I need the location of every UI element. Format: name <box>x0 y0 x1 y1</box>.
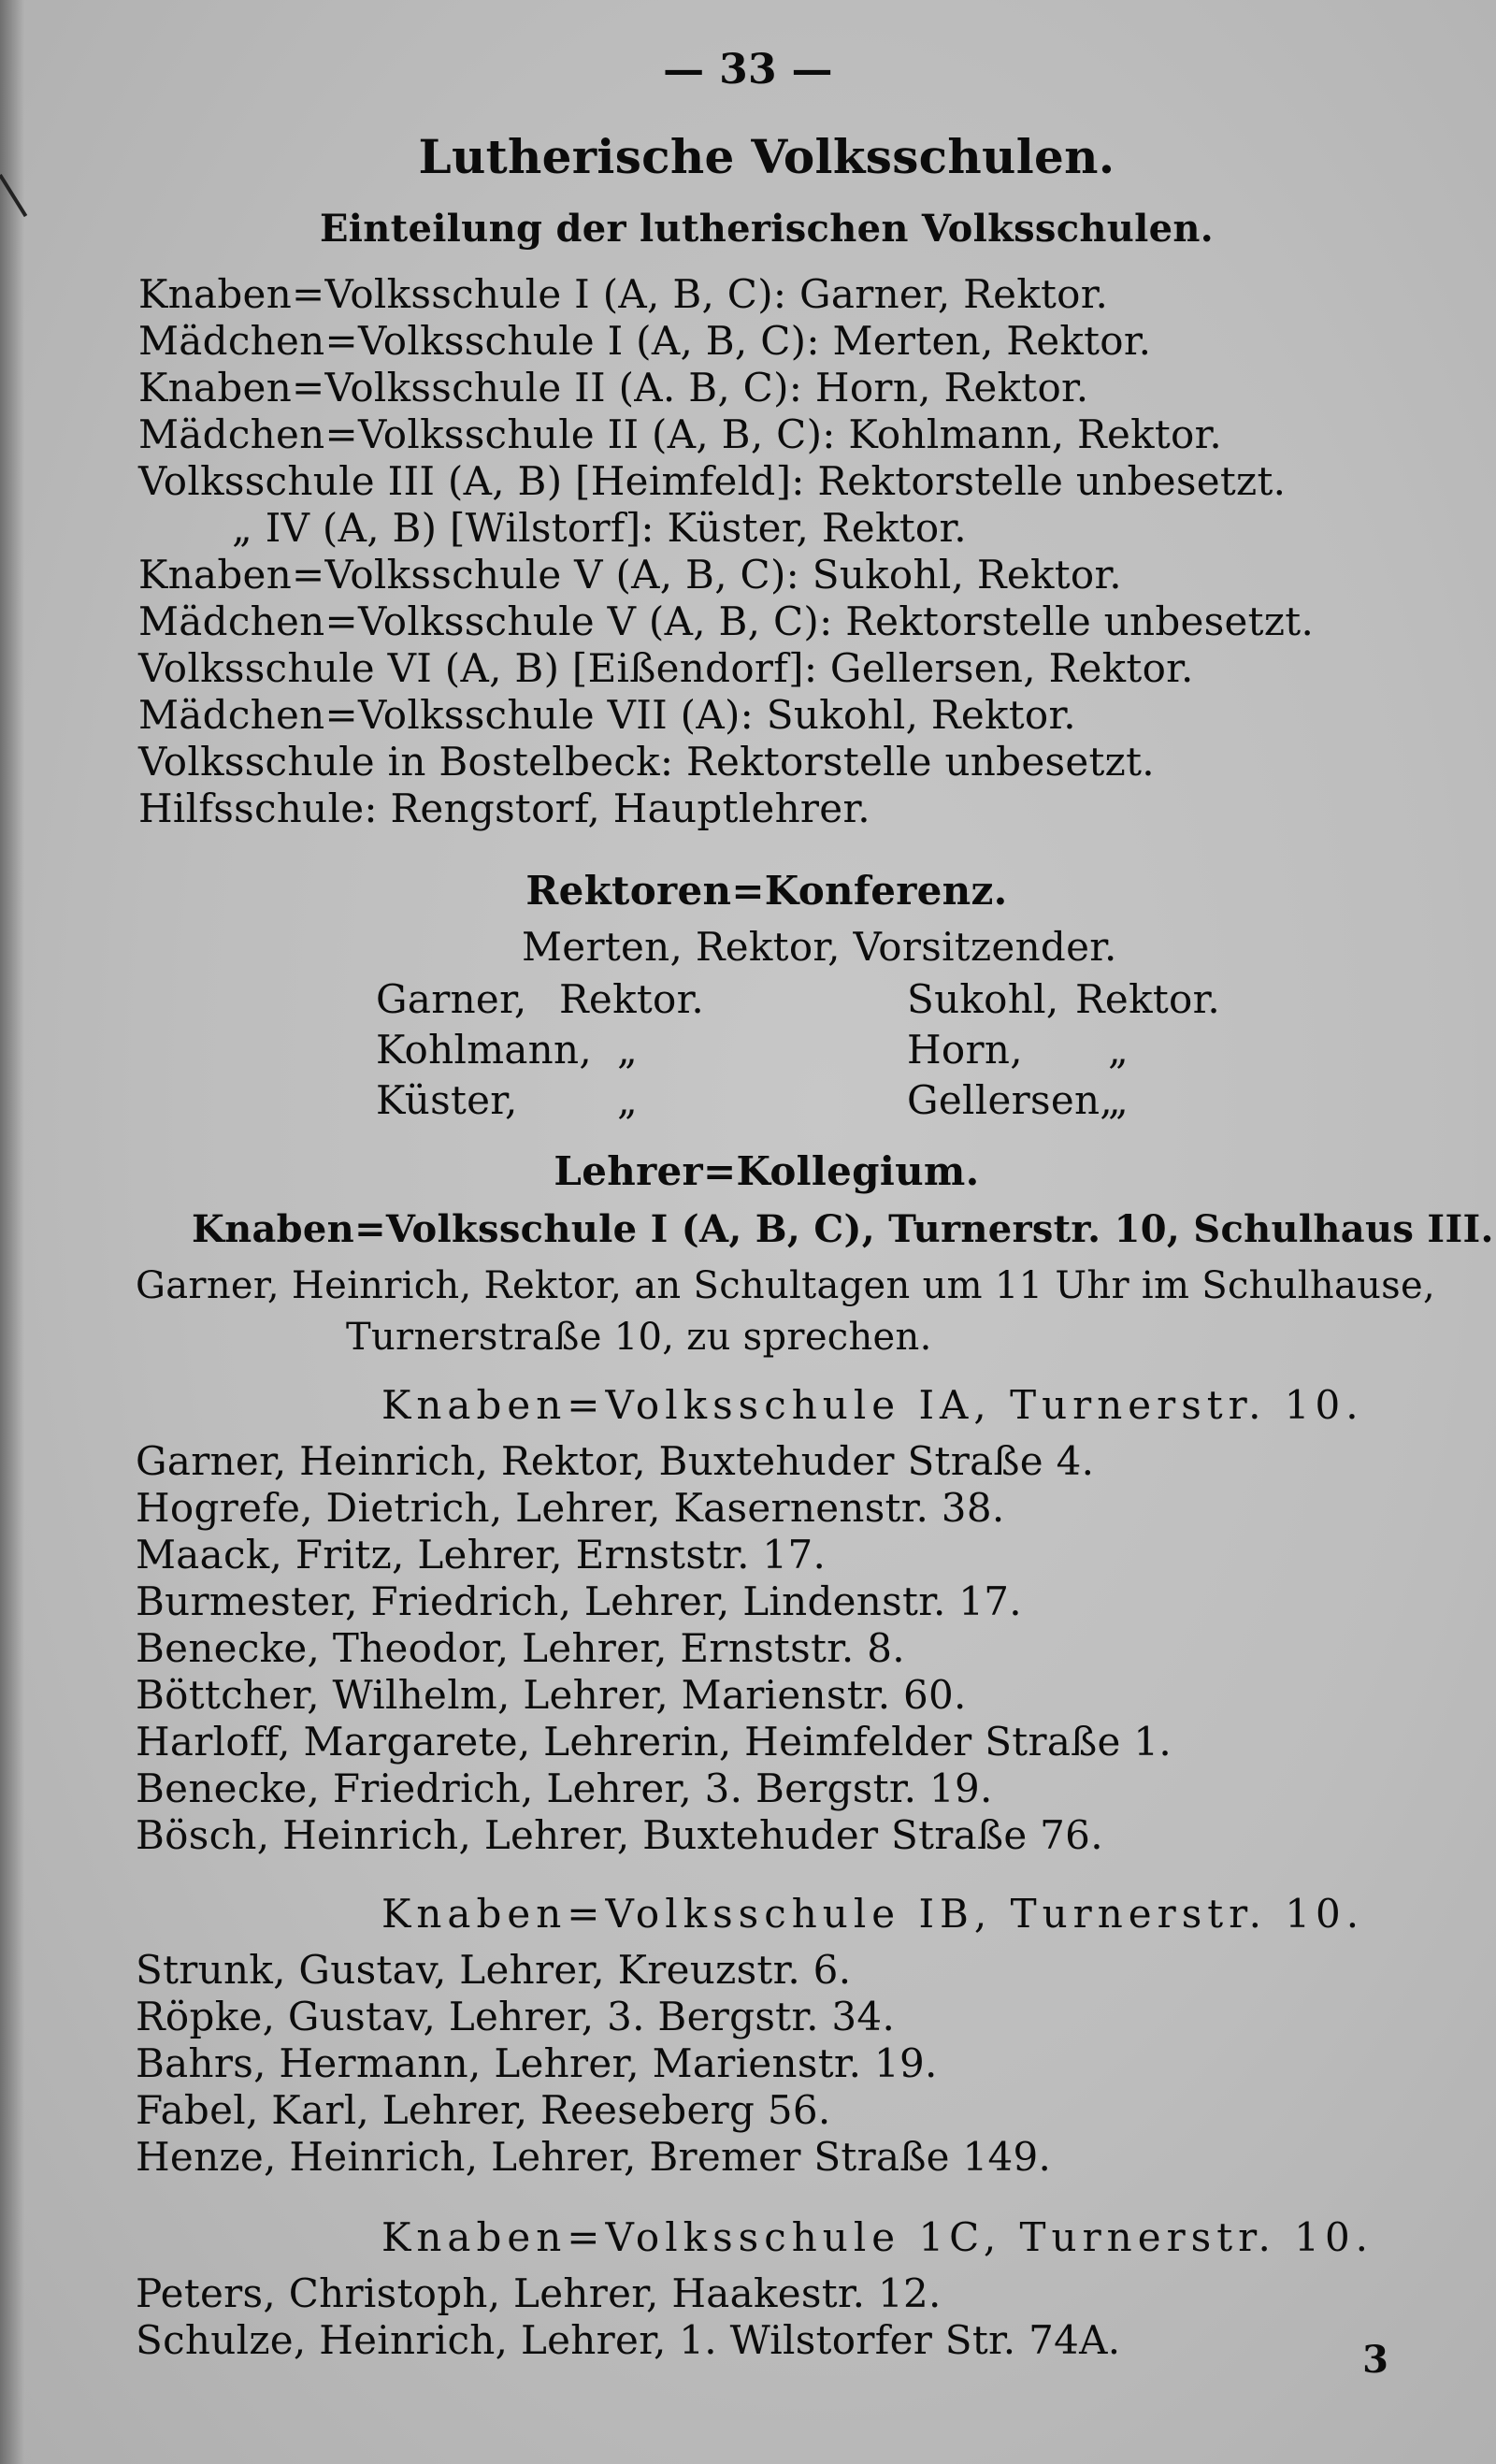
konferenz-member-role: Rektor. <box>1075 976 1221 1022</box>
einteilung-line: Volksschule in Bostelbeck: Rektorstelle unbesetzt. <box>138 739 1155 785</box>
konferenz-member-name: Kohlmann, <box>376 1027 593 1073</box>
teacher-entry: Peters, Christoph, Lehrer, Haakestr. 12. <box>136 2270 942 2316</box>
signature-mark: 3 <box>1362 2338 1388 2382</box>
einteilung-line: Mädchen=Volksschule I (A, B, C): Merten, Rektor. <box>138 318 1152 364</box>
teacher-entry: Fabel, Karl, Lehrer, Reeseberg 56. <box>136 2087 831 2133</box>
school-heading: Knaben=Volksschule I (A, B, C), Turnerstr. 10, Schulhaus III. <box>192 1207 1494 1251</box>
page-title: Lutherische Volksschulen. <box>418 129 1115 184</box>
konferenz-member-name: Garner, <box>376 976 527 1022</box>
einteilung-line: Mädchen=Volksschule VII (A): Sukohl, Rektor. <box>138 692 1076 738</box>
teacher-entry: Hogrefe, Dietrich, Lehrer, Kasernenstr. 38. <box>136 1485 1005 1531</box>
einteilung-line: Knaben=Volksschule II (A. B, C): Horn, Rektor. <box>138 365 1089 411</box>
teacher-entry: Benecke, Theodor, Lehrer, Ernststr. 8. <box>136 1625 905 1671</box>
page-number: — 33 — <box>663 46 833 94</box>
konferenz-member-role: „ <box>617 1077 639 1123</box>
konferenz-member-name: Gellersen, <box>907 1077 1114 1123</box>
teacher-entry: Benecke, Friedrich, Lehrer, 3. Bergstr. 19. <box>136 1765 993 1811</box>
konferenz-heading: Rektoren=Konferenz. <box>525 868 1008 914</box>
konferenz-member-role: „ <box>1108 1077 1129 1123</box>
teacher-entry: Burmester, Friedrich, Lehrer, Lindenstr. 17. <box>136 1578 1022 1624</box>
einteilung-line: Hilfsschule: Rengstorf, Hauptlehrer. <box>138 785 870 831</box>
konferenz-member-role: „ <box>1108 1027 1129 1073</box>
einteilung-heading: Einteilung der lutherischen Volksschulen. <box>320 207 1214 251</box>
section-heading: Knaben=Volksschule 1C, Turnerstr. 10. <box>381 2214 1374 2260</box>
page-edge-shadow <box>0 0 24 2464</box>
teacher-entry: Garner, Heinrich, Rektor, Buxtehuder Straße 4. <box>136 1438 1095 1484</box>
kollegium-heading: Lehrer=Kollegium. <box>554 1148 980 1194</box>
konferenz-chair: Merten, Rektor, Vorsitzender. <box>522 924 1117 970</box>
einteilung-line: Knaben=Volksschule I (A, B, C): Garner, Rektor. <box>138 271 1109 317</box>
teacher-entry: Böttcher, Wilhelm, Lehrer, Marienstr. 60. <box>136 1672 967 1718</box>
einteilung-line: „ IV (A, B) [Wilstorf]: Küster, Rektor. <box>232 505 967 551</box>
konferenz-member-name: Sukohl, <box>907 976 1059 1022</box>
rektor-note-line: Turnerstraße 10, zu sprechen. <box>346 1316 932 1359</box>
konferenz-member-role: „ <box>617 1027 639 1073</box>
einteilung-line: Mädchen=Volksschule II (A, B, C): Kohlmann, Rektor. <box>138 411 1223 457</box>
section-heading: Knaben=Volksschule IB, Turnerstr. 10. <box>381 1891 1365 1937</box>
teacher-entry: Schulze, Heinrich, Lehrer, 1. Wilstorfer Str. 74A. <box>136 2317 1121 2363</box>
rektor-note-line: Garner, Heinrich, Rektor, an Schultagen um 11 Uhr im Schulhause, <box>136 1264 1435 1307</box>
teacher-entry: Strunk, Gustav, Lehrer, Kreuzstr. 6. <box>136 1947 852 1993</box>
einteilung-line: Volksschule III (A, B) [Heimfeld]: Rektorstelle unbesetzt. <box>138 458 1287 504</box>
teacher-entry: Bösch, Heinrich, Lehrer, Buxtehuder Straße 76. <box>136 1812 1103 1858</box>
einteilung-line: Mädchen=Volksschule V (A, B, C): Rektorstelle unbesetzt. <box>138 598 1315 644</box>
teacher-entry: Bahrs, Hermann, Lehrer, Marienstr. 19. <box>136 2040 938 2086</box>
section-heading: Knaben=Volksschule IA, Turnerstr. 10. <box>381 1382 1364 1428</box>
einteilung-line: Volksschule VI (A, B) [Eißendorf]: Gellersen, Rektor. <box>138 645 1194 691</box>
teacher-entry: Henze, Heinrich, Lehrer, Bremer Straße 149. <box>136 2134 1052 2180</box>
teacher-entry: Maack, Fritz, Lehrer, Ernststr. 17. <box>136 1532 827 1578</box>
konferenz-member-name: Horn, <box>907 1027 1023 1073</box>
teacher-entry: Röpke, Gustav, Lehrer, 3. Bergstr. 34. <box>136 1994 896 2039</box>
konferenz-member-role: Rektor. <box>559 976 705 1022</box>
einteilung-line: Knaben=Volksschule V (A, B, C): Sukohl, Rektor. <box>138 552 1122 598</box>
teacher-entry: Harloff, Margarete, Lehrerin, Heimfelder Straße 1. <box>136 1719 1172 1765</box>
konferenz-member-name: Küster, <box>376 1077 518 1123</box>
